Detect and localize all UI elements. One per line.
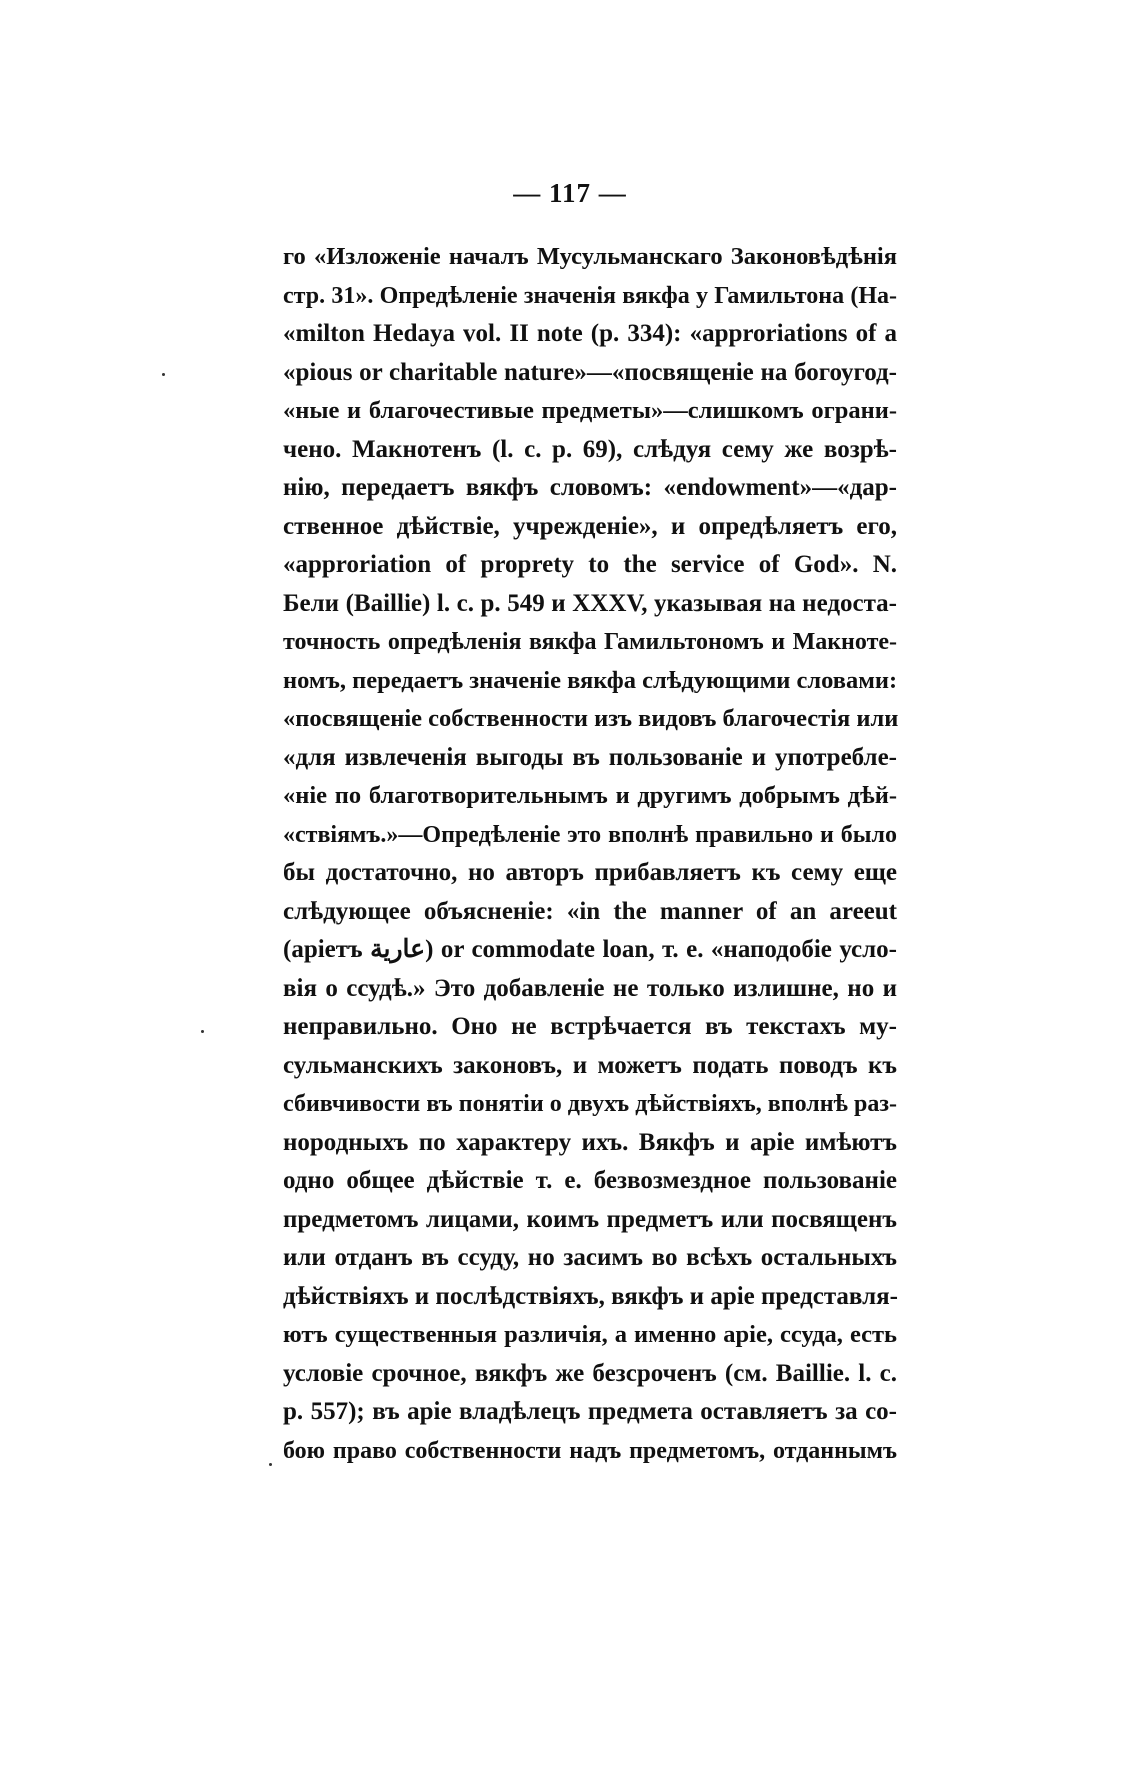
text-line: бы достаточно, но авторъ прибавляетъ къ сему еще (283, 859, 897, 886)
text-line: ственное дѣйствіе, учрежденіе», и опредѣляетъ его, (283, 512, 897, 540)
text-line: нію, передаетъ вякфъ словомъ: «endowment»—«дар- (283, 474, 897, 501)
body-text (283, 238, 897, 1470)
text-line: го «Изложеніе началъ Мусульманскаго Законовѣдѣнія (283, 243, 897, 270)
text-line: Бели (Baillie) l. c. p. 549 и XXXV, указывая на недоста- (283, 589, 897, 617)
text-line: бою право собственности надъ предметомъ, отданнымъ (283, 1437, 897, 1464)
text-line: сбивчивости въ понятіи о двухъ дѣйствіяхъ, вполнѣ раз- (283, 1091, 897, 1117)
text-line: неправильно. Оно не встрѣчается въ текстахъ му- (283, 1013, 897, 1040)
text-line: слѣдующее объясненіе: «in the manner of an areeut (283, 897, 897, 925)
text-line: «milton Hedaya vol. II note (p. 334): «approriations of a (283, 320, 897, 347)
text-line: «ніе по благотворительнымъ и другимъ добрымъ дѣй- (283, 782, 897, 809)
text-line: нородныхъ по характеру ихъ. Вякфъ и аріе имѣютъ (283, 1128, 897, 1156)
text-line: «ствіямъ.»—Опредѣленіе это вполнѣ правильно и было (283, 821, 897, 848)
text-line: чено. Макнотенъ (l. c. p. 69), слѣдуя сему же возрѣ- (283, 435, 897, 463)
text-line: «посвященіе собственности изъ видовъ благочестія или (283, 705, 899, 732)
text-line: «для извлеченія выгоды въ пользованіе и употребле- (283, 743, 897, 771)
text-line: «ные и благочестивые предметы»—слишкомъ ограни- (283, 397, 897, 424)
text-line: предметомъ лицами, коимъ предметъ или посвященъ (283, 1205, 897, 1233)
text-line: или отданъ въ ссуду, но засимъ во всѣхъ остальныхъ (283, 1244, 897, 1271)
text-line: точность опредѣленія вякфа Гамильтономъ и Макноте- (283, 629, 897, 655)
text-line: дѣйствіяхъ и послѣдствіяхъ, вякфъ и аріе представля- (283, 1282, 898, 1310)
text-line: вія о ссудѣ.» Это добавленіе не только излишне, но и (283, 974, 897, 1002)
scan-speck (269, 1463, 272, 1466)
text-line: сульманскихъ законовъ, и можетъ подать поводъ къ (283, 1051, 897, 1079)
text-line: условіе срочное, вякфъ же безсроченъ (см. Baillie. l. c. (283, 1359, 897, 1387)
text-line: стр. 31». Опредѣленіе значенія вякфа у Гамильтона (Ha- (283, 282, 897, 309)
text-line: номъ, передаетъ значеніе вякфа слѣдующими словами: (283, 666, 898, 694)
text-line: ютъ существенныя различія, а именно аріе, ссуда, есть (283, 1321, 897, 1348)
text-line: p. 557); въ аріе владѣлецъ предмета оставляетъ за со- (283, 1398, 897, 1425)
text-line: одно общее дѣйствіе т. е. безвозмездное пользованіе (283, 1167, 897, 1194)
text-line: «pious or charitable nature»—«посвященіе на богоугод- (283, 358, 897, 386)
scan-speck (162, 373, 165, 376)
text-line: «approriation of proprety to the service of God». N. (283, 551, 897, 578)
scan-speck (201, 1030, 204, 1033)
page-number: — 117 — (513, 178, 627, 208)
text-line: (аріетъ عارية) or commodate loan, т. е. «наподобіе усло- (283, 936, 897, 963)
